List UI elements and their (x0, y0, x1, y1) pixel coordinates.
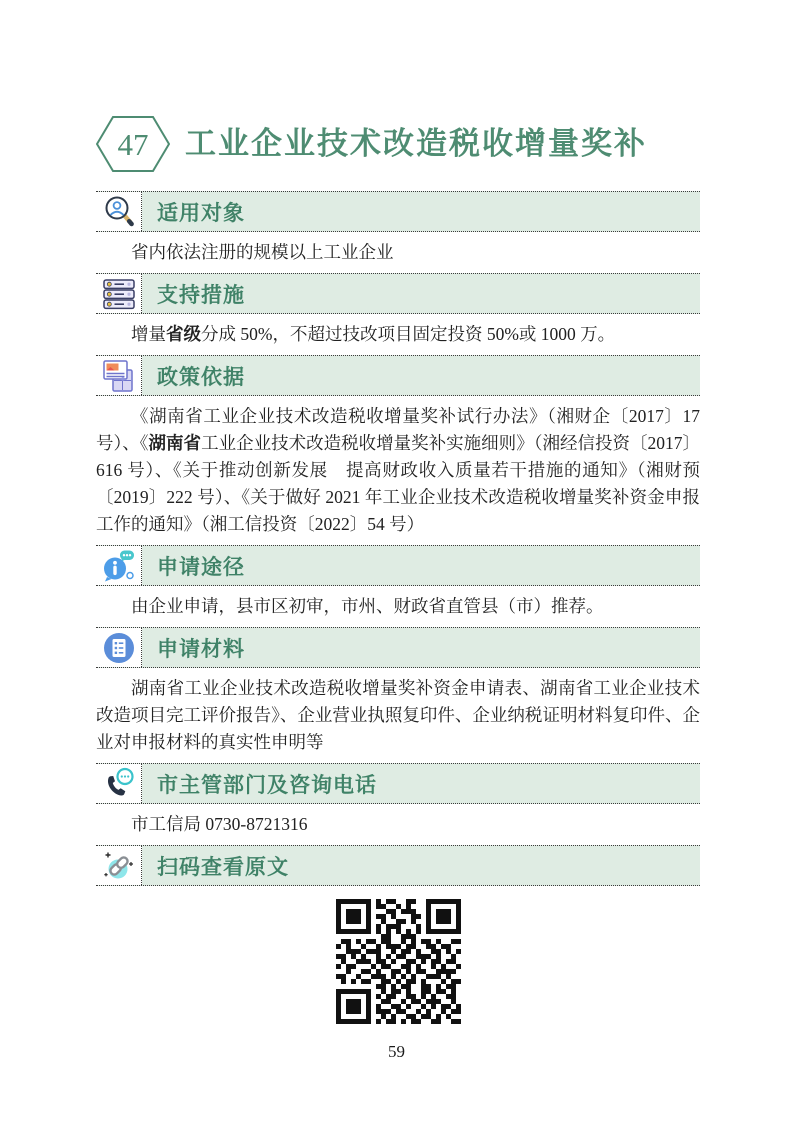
icon-cell (96, 846, 142, 885)
info-bubble-icon (102, 549, 136, 583)
section-header-target (96, 191, 700, 232)
icon-cell (96, 764, 142, 803)
section-title: 申请材料 (157, 636, 245, 661)
section-header-apply-channel (96, 545, 700, 586)
page-title: 工业企业技术改造税收增量奖补 (185, 125, 647, 161)
page-number: 59 (388, 1042, 405, 1061)
icon-cell (96, 356, 142, 395)
section-body-support (96, 321, 700, 348)
section-header-qr (96, 845, 700, 886)
section-header-materials (96, 627, 700, 668)
icon-cell (96, 192, 142, 231)
document-list-icon (102, 631, 136, 665)
section-header-support (96, 273, 700, 314)
body-paragraph: 市工信局 0730-8721316 (131, 814, 308, 834)
body-paragraph: 湖南省工业企业技术改造税收增量奖补资金申请表、湖南省工业企业技术改造项目完工评价报告》、企业营业执照复印件、企业纳税证明材料复印件、企业对申报材料的真实性申明等 (96, 678, 700, 752)
user-search-icon (102, 195, 136, 229)
link-icon (102, 849, 136, 883)
icon-cell (96, 274, 142, 313)
section-title: 适用对象 (157, 200, 245, 225)
server-stack-icon (102, 277, 136, 311)
item-number-badge (96, 116, 170, 172)
section-body-materials (96, 675, 700, 756)
body-paragraph: 由企业申请，县市区初审，市州、财政省直管县（市）推荐。 (131, 596, 604, 616)
icon-cell (96, 546, 142, 585)
section-title: 政策依据 (157, 364, 245, 389)
page-header (96, 116, 700, 172)
section-title: 扫码查看原文 (157, 854, 289, 879)
qr-code (336, 899, 461, 1024)
section-header-contact (96, 763, 700, 804)
section-body-apply-channel (96, 593, 700, 620)
icon-cell (96, 628, 142, 667)
section-header-policy (96, 355, 700, 396)
phone-icon (102, 767, 136, 801)
body-paragraph: 《湖南省工业企业技术改造税收增量奖补试行办法》（湘财企〔2017〕17 号）、《湖南省工业企业技术改造税收增量奖补实施细则》（湘经信投资〔2017〕616 号）、《关于推动创新发展 提高财政收入质量若干措施的通知》（湘财预〔2019〕222 号）、《关于做好 2021 年工业企业技术改造税收增量奖补资金申报工作的通知》（湘工信投资〔2022〕54 号） (96, 406, 701, 534)
section-body-policy (96, 403, 700, 538)
section-title: 申请途径 (157, 554, 245, 579)
section-body-target (96, 239, 700, 266)
section-body-contact (96, 811, 700, 838)
policy-document-icon (102, 359, 136, 393)
section-title: 市主管部门及咨询电话 (157, 772, 377, 797)
body-paragraph: 省内依法注册的规模以上工业企业 (131, 242, 394, 262)
hexagon-icon (96, 116, 170, 172)
body-paragraph: 增量省级分成 50%，不超过技改项目固定投资 50%或 1000 万。 (131, 324, 616, 344)
section-title: 支持措施 (157, 282, 245, 307)
svg-text:47: 47 (117, 127, 149, 162)
